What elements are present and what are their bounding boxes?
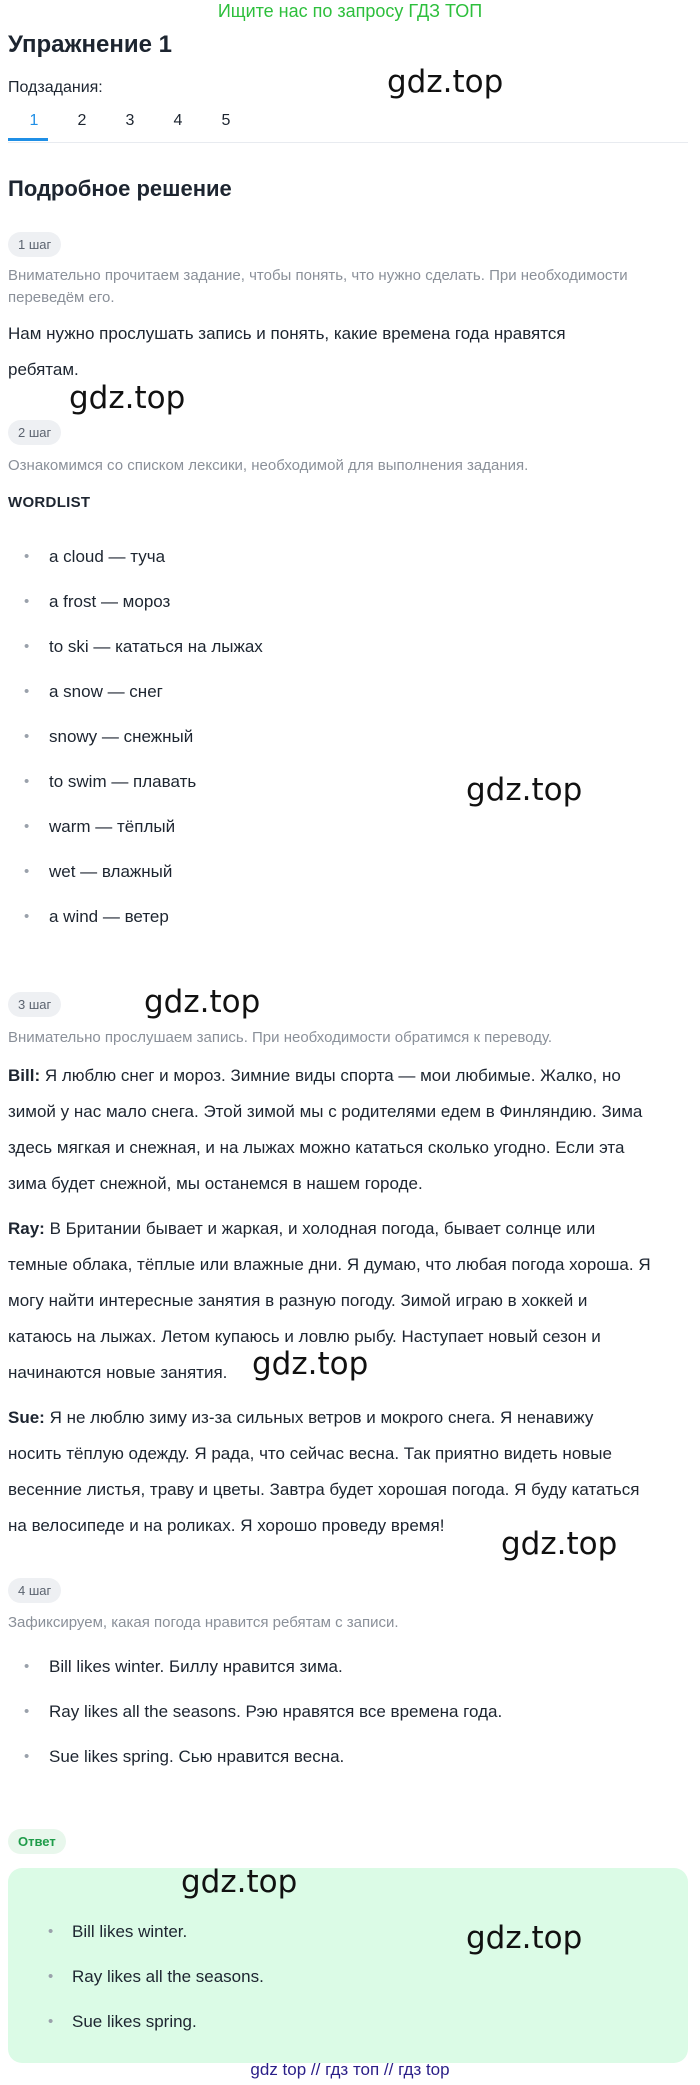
list-item: • wet — влажный: [8, 849, 688, 894]
text-line: здесь мягкая и снежная, и на лыжах можно кататься сколько угодно. Если эта: [8, 1138, 625, 1157]
list-item: • Bill likes winter. Биллу нравится зима.: [8, 1644, 688, 1689]
search-banner: Ищите нас по запросу ГДЗ ТОП: [217, 1, 483, 21]
solution-heading: Подробное решение: [8, 176, 232, 201]
step-4-badge: [8, 1578, 61, 1603]
step-1-hint: [8, 265, 698, 309]
step-3-hint: Внимательно прослушаем запись. При необходимости обратимся к переводу.: [8, 1029, 553, 1046]
likes-list: [8, 1644, 688, 1779]
text-line: ребятам.: [8, 360, 79, 379]
text-line: зима будет снежной, мы останемся в нашем городе.: [8, 1174, 423, 1193]
answer-box: [8, 1868, 688, 2063]
tab-subtask-3[interactable]: 3: [125, 112, 135, 129]
sue-paragraph: [8, 1400, 698, 1544]
step-label: 4 шаг: [8, 1578, 61, 1603]
speaker-name: Bill:: [8, 1066, 41, 1085]
tab-subtask-5[interactable]: 5: [221, 112, 231, 129]
list-item: • Sue likes spring.: [8, 1999, 688, 2044]
subtask-tabs: [8, 100, 688, 143]
watermark: gdz.top: [466, 1920, 583, 1956]
page-title: Упражнение 1: [8, 31, 172, 58]
text-line: весенние листья, траву и цветы. Завтра будет хорошая погода. Я буду кататься: [8, 1480, 640, 1499]
list-item: • Bill likes winter.: [8, 1909, 688, 1954]
speaker-name: Sue:: [8, 1408, 45, 1427]
hint-line: переведём его.: [8, 289, 115, 306]
answer-badge: [8, 1829, 66, 1854]
step-3-badge: [8, 992, 61, 1017]
list-item: • warm — тёплый: [8, 804, 688, 849]
list-item: • Ray likes all the seasons. Рэю нравятся все времена года.: [8, 1689, 688, 1734]
step-4-hint: Зафиксируем, какая погода нравится ребятам с записи.: [8, 1614, 399, 1631]
list-item: • to ski — кататься на лыжах: [8, 624, 688, 669]
text-line: катаюсь на лыжах. Летом купаюсь и ловлю рыбу. Наступает новый сезон и: [8, 1327, 601, 1346]
text-line: на велосипеде и на роликах. Я хорошо проведу время!: [8, 1516, 445, 1535]
footer-links[interactable]: gdz top // гдз топ // гдз top: [250, 2060, 450, 2079]
tab-subtask-4[interactable]: 4: [173, 112, 183, 129]
watermark: gdz.top: [466, 772, 583, 808]
watermark: gdz.top: [252, 1346, 369, 1382]
step-1-badge: [8, 232, 61, 257]
text-line: Я люблю снег и мороз. Зимние виды спорта — мои любимые. Жалко, но: [40, 1066, 621, 1085]
answer-list: [8, 1909, 688, 2044]
text-line: начинаются новые занятия.: [8, 1363, 228, 1382]
bill-paragraph: [8, 1058, 698, 1202]
list-item: • snowy — снежный: [8, 714, 688, 759]
list-item: • a snow — снег: [8, 669, 688, 714]
list-item: • a frost — мороз: [8, 579, 688, 624]
list-item: • a wind — ветер: [8, 894, 688, 939]
tab-subtask-2[interactable]: 2: [77, 112, 87, 129]
list-item: • Ray likes all the seasons.: [8, 1954, 688, 1999]
answer-label: Ответ: [8, 1829, 66, 1854]
wordlist-title: WORDLIST: [8, 494, 91, 511]
text-line: темные облака, тёплые или влажные дни. Я думаю, что любая погода хороша. Я: [8, 1255, 651, 1274]
step-label: 3 шаг: [8, 992, 61, 1017]
step-label: 1 шаг: [8, 232, 61, 257]
text-line: Нам нужно прослушать запись и понять, какие времена года нравятся: [8, 324, 566, 343]
watermark: gdz.top: [181, 1864, 298, 1900]
tab-subtask-1[interactable]: 1: [29, 112, 39, 129]
step-label: 2 шаг: [8, 420, 61, 445]
watermark: gdz.top: [69, 380, 186, 416]
active-tab-indicator: [8, 138, 48, 141]
list-item: • to swim — плавать: [8, 759, 688, 804]
watermark: gdz.top: [387, 64, 504, 100]
list-item: • a cloud — туча: [8, 534, 688, 579]
hint-line: Внимательно прочитаем задание, чтобы понять, что нужно сделать. При необходимости: [8, 267, 628, 284]
step-2-badge: [8, 420, 61, 445]
wordlist: [8, 534, 688, 939]
text-line: Я не люблю зиму из-за сильных ветров и мокрого снега. Я ненавижу: [44, 1408, 594, 1427]
subtasks-label: Подзадания:: [8, 79, 103, 96]
text-line: могу найти интересные занятия в разную погоду. Зимой играю в хоккей и: [8, 1291, 588, 1310]
watermark: gdz.top: [501, 1526, 618, 1562]
text-line: носить тёплую одежду. Я рада, что сейчас весна. Так приятно видеть новые: [8, 1444, 612, 1463]
step-2-hint: Ознакомимся со списком лексики, необходимой для выполнения задания.: [8, 457, 529, 474]
text-line: зимой у нас мало снега. Этой зимой мы с родителями едем в Финляндию. Зима: [8, 1102, 643, 1121]
speaker-name: Ray:: [8, 1219, 45, 1238]
step-1-text: [8, 316, 698, 388]
text-line: В Британии бывает и жаркая, и холодная погода, бывает солнце или: [44, 1219, 596, 1238]
list-item: • Sue likes spring. Сью нравится весна.: [8, 1734, 688, 1779]
watermark: gdz.top: [144, 984, 261, 1020]
